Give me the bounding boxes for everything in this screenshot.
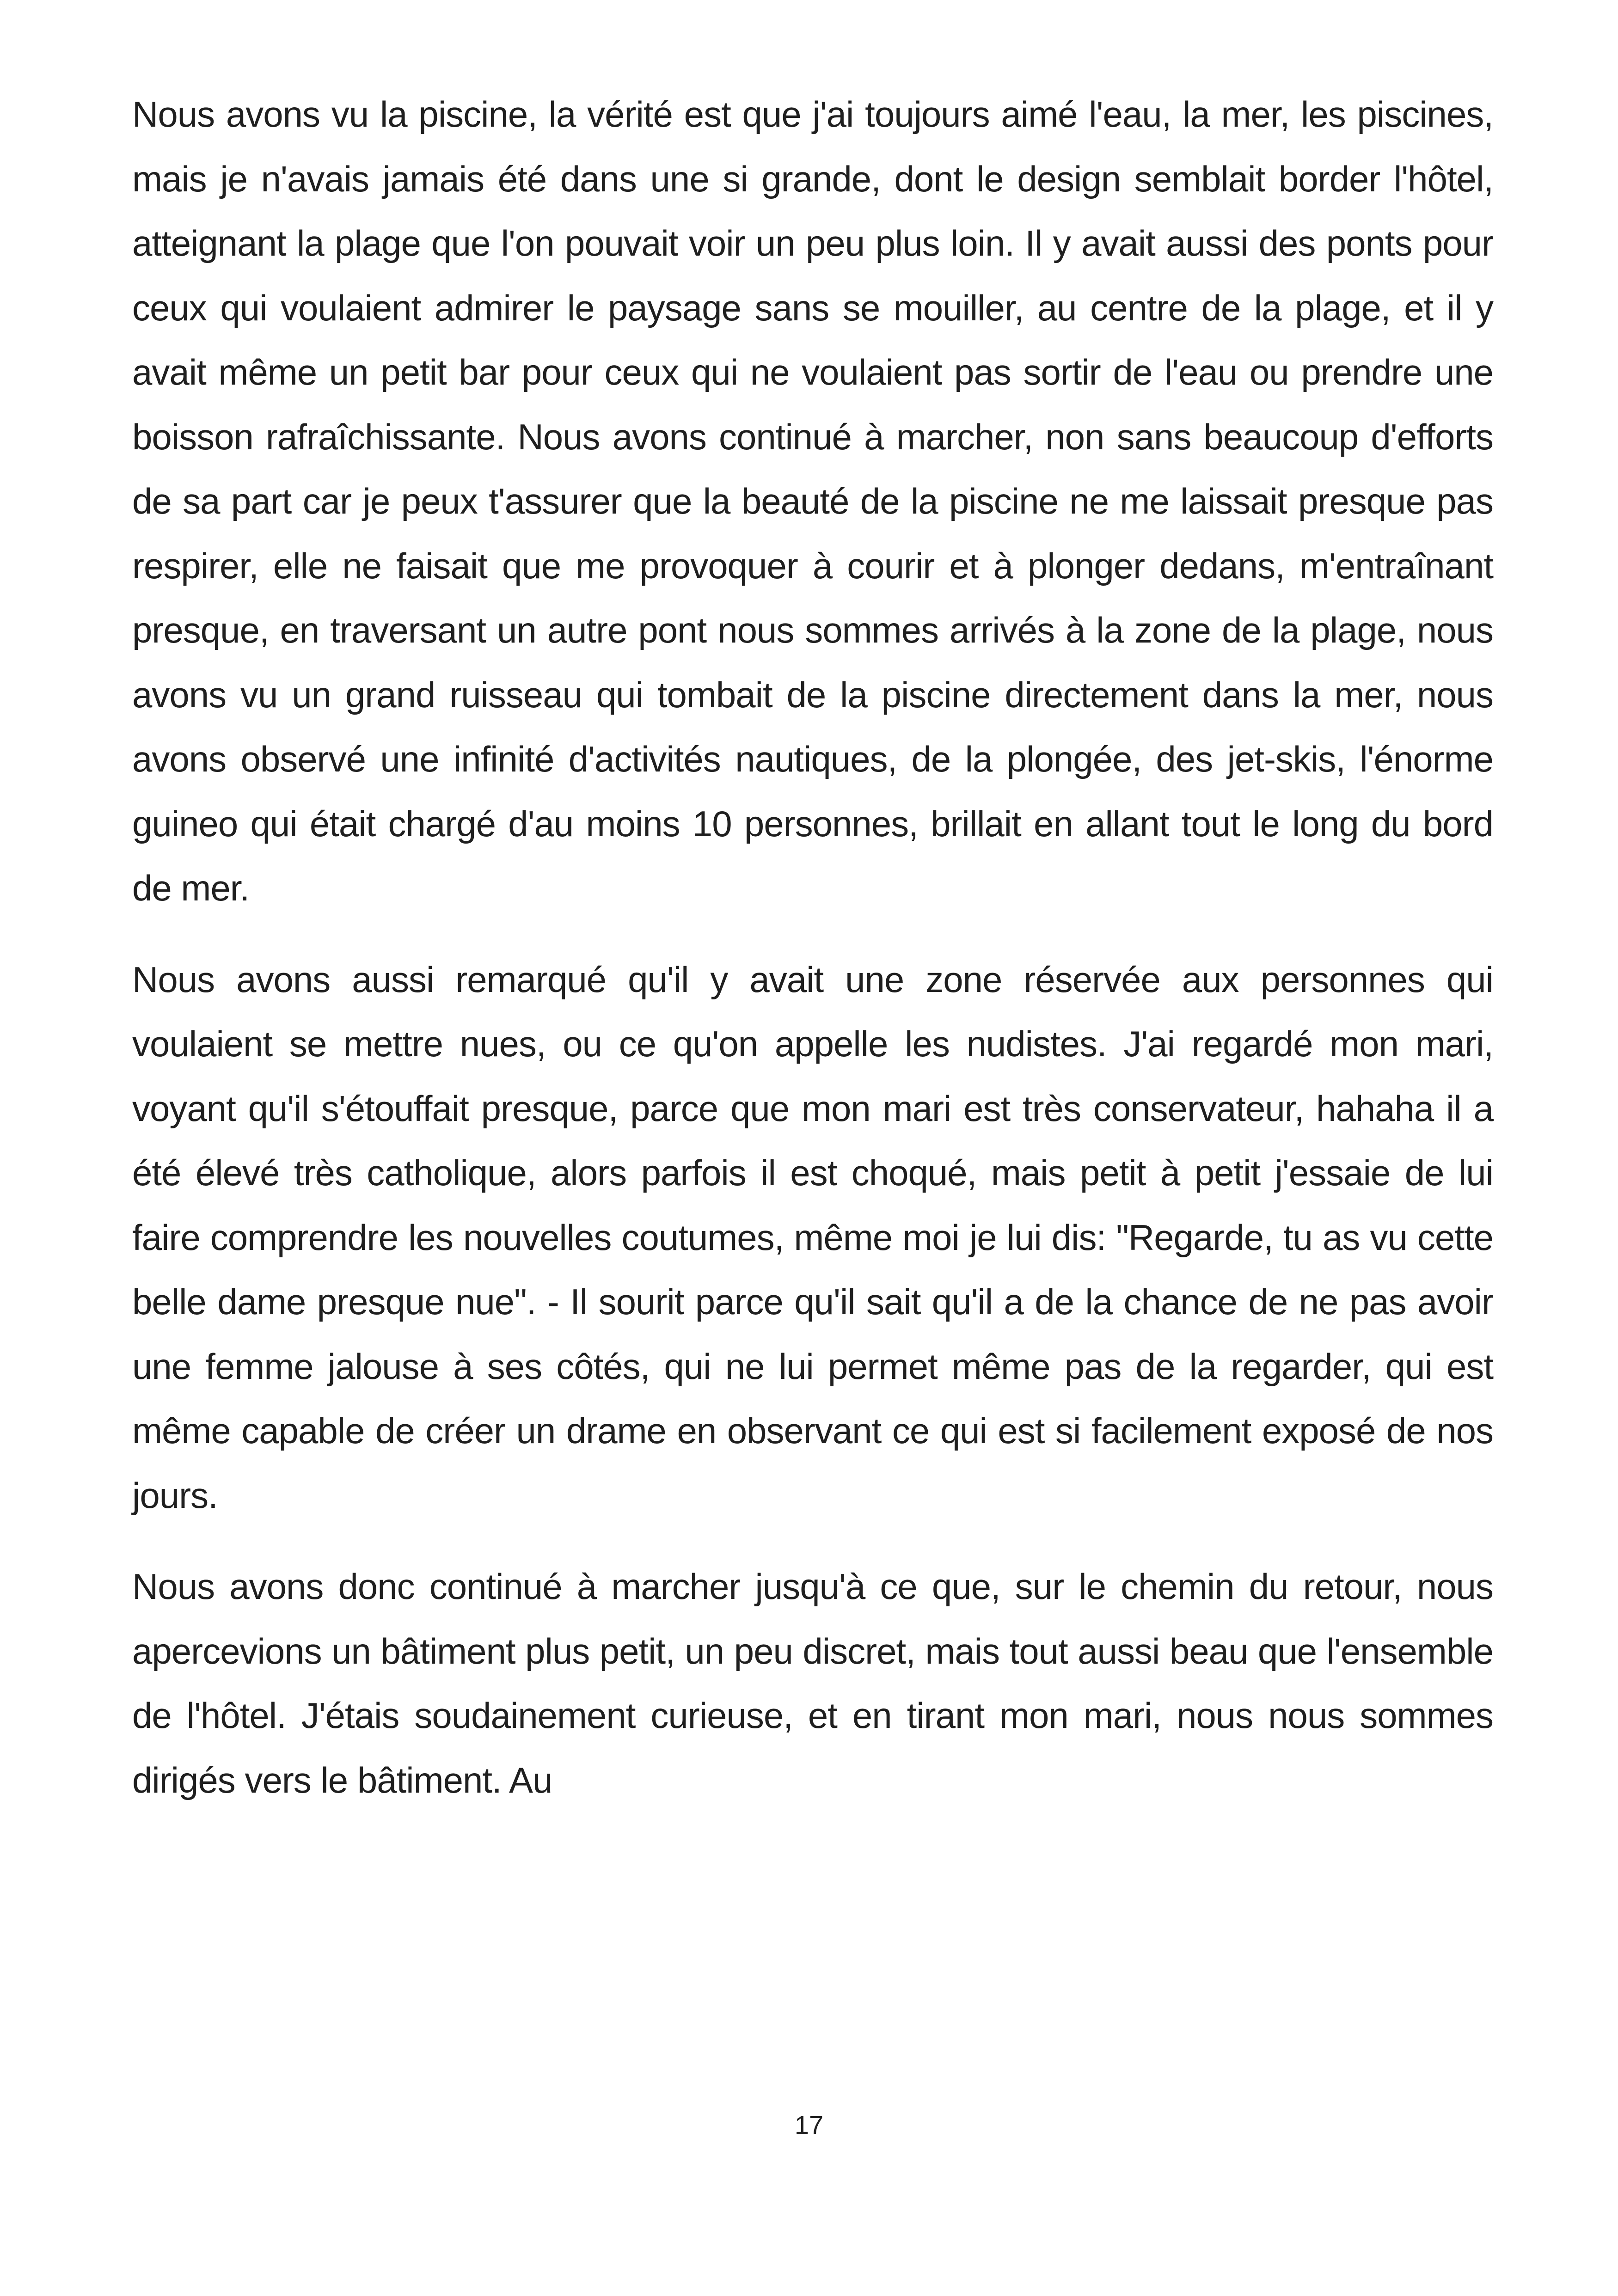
- page-number: 17: [794, 2110, 824, 2139]
- paragraph-1: Nous avons vu la piscine, la vérité est que j'ai toujours aimé l'eau, la mer, les piscines, mais je n'avais jamais été dans une si grande, dont le design semblait border l'hôtel, atteignant la plage que l'on pouvait voir un peu plus loin. Il y avait aussi des ponts pour ceux qui voulaient admirer le paysage sans se mouiller, au centre de la plage, et il y avait même un petit bar pour ceux qui ne voulaient pas sortir de l'eau ou prendre une boisson rafraîchissante. Nous avons continué à marcher, non sans beaucoup d'efforts de sa part car je peux t'assurer que la beauté de la piscine ne me laissait presque pas respirer, elle ne faisait que me provoquer à courir et à plonger dedans, m'entraînant presque, en traversant un autre pont nous sommes arrivés à la zone de la plage, nous avons vu un grand ruisseau qui tombait de la piscine directement dans la mer, nous avons observé une infinité d'activités nautiques, de la plongée, des jet-skis, l'énorme guineo qui était chargé d'au moins 10 personnes, brillait en allant tout le long du bord de mer.: [132, 94, 1493, 908]
- paragraph-3: Nous avons donc continué à marcher jusqu'à ce que, sur le chemin du retour, nous apercevions un bâtiment plus petit, un peu discret, mais tout aussi beau que l'ensemble de l'hôtel. J'étais soudainement curieuse, et en tirant mon mari, nous nous sommes dirigés vers le bâtiment. Au: [132, 1566, 1493, 1800]
- body-text: [132, 82, 1493, 1812]
- paragraph-2: Nous avons aussi remarqué qu'il y avait une zone réservée aux personnes qui voulaient se mettre nues, ou ce qu'on appelle les nudistes. J'ai regardé mon mari, voyant qu'il s'étouffait presque, parce que mon mari est très conservateur, hahaha il a été élevé très catholique, alors parfois il est choqué, mais petit à petit j'essaie de lui faire comprendre les nouvelles coutumes, même moi je lui dis: "Regarde, tu as vu cette belle dame presque nue". - Il sourit parce qu'il sait qu'il a de la chance de ne pas avoir une femme jalouse à ses côtés, qui ne lui permet même pas de la regarder, qui est même capable de créer un drame en observant ce qui est si facilement exposé de nos jours.: [132, 959, 1493, 1516]
